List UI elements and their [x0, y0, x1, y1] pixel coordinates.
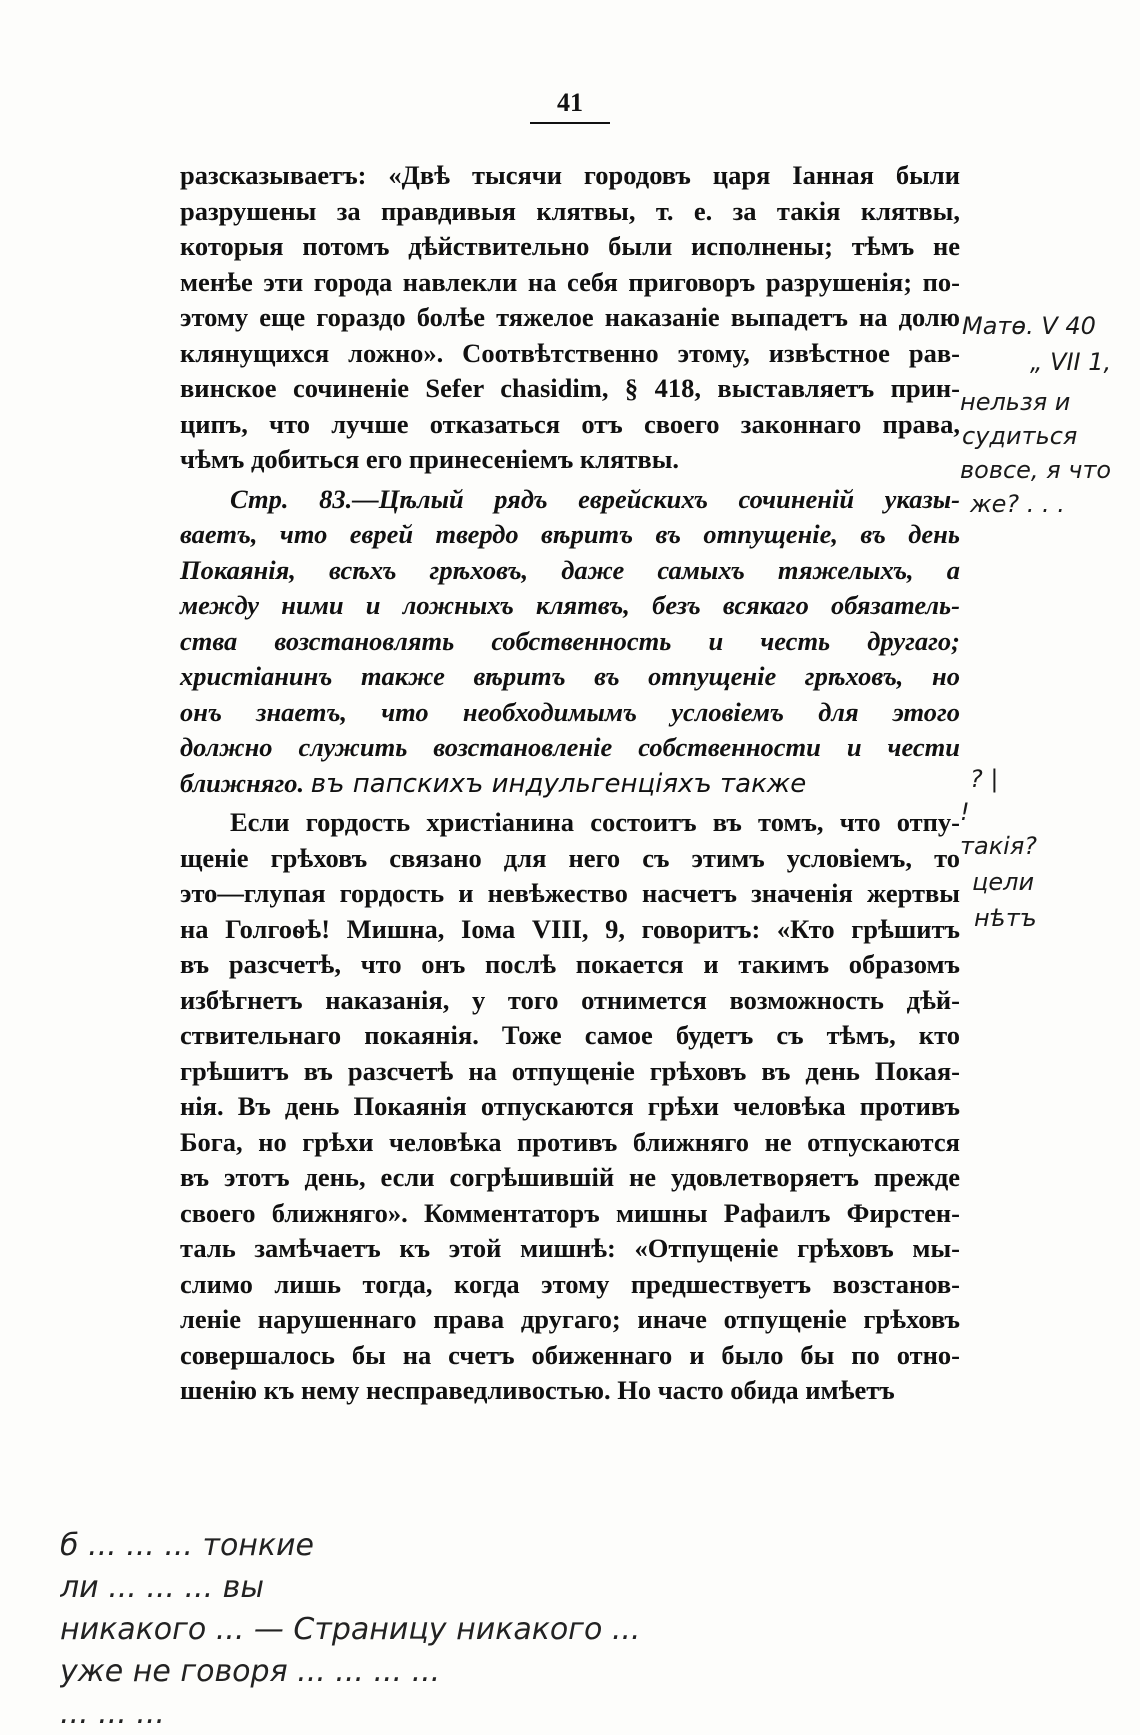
margin-note: Матѳ. V 40 [962, 312, 1096, 340]
text-line: христіанинъ также вѣритъ въ отпущеніе грѣховъ, но [180, 661, 960, 691]
text-line: винское сочиненіе Sefer chasidim, § 418, выставляетъ прин- [180, 373, 960, 403]
text-line: Бога, но грѣхи человѣка противъ ближняго не отпускаются [180, 1126, 960, 1157]
text-line: грѣшитъ въ разсчетѣ на отпущеніе грѣховъ въ день Покая- [180, 1055, 960, 1086]
text-line: разрушены за правдивыя клятвы, т. е. за такія клятвы, [180, 195, 960, 226]
bottom-note-line: уже не говоря ... ... ... ... [60, 1654, 441, 1689]
margin-note: такія? [960, 832, 1038, 860]
text-line: нія. Въ день Покаянія отпускаются грѣхи человѣка противъ [180, 1091, 960, 1121]
text-line: избѣгнетъ наказанія, у того отнимется возможность дѣй- [180, 984, 960, 1015]
text-line: въ этотъ день, если согрѣшившій не удовлетворяетъ прежде [180, 1162, 960, 1192]
text-line: между ними и ложныхъ клятвъ, безъ всякаго обязатель- [180, 590, 960, 620]
text-line: Если гордость христіанина состоитъ въ томъ, что отпу- [230, 807, 960, 837]
text-line: должно служить возстановленіе собственности и чести [180, 732, 960, 762]
text-line: ваетъ, что еврей твердо вѣритъ въ отпущеніе, въ день [180, 519, 960, 549]
page-number: 41 [557, 88, 583, 117]
text-line [180, 766, 960, 802]
bottom-note-line: ли ... ... ... вы [60, 1570, 265, 1605]
bottom-note-line: б ... ... ... тонкие [60, 1528, 314, 1563]
text-line: ципъ, что лучше отказаться отъ своего законнаго права, [180, 408, 960, 439]
text-line: шенію къ нему несправедливостью. Но часто обида имѣетъ [180, 1375, 895, 1405]
bottom-note-line: ... ... ... [60, 1696, 165, 1731]
paragraph-2 [180, 482, 960, 802]
text-line: щеніе грѣховъ связано для него съ этимъ условіемъ, то [180, 842, 960, 873]
text-line: онъ знаетъ, что необходимымъ условіемъ для этого [180, 696, 960, 727]
text-line: чѣмъ добиться его принесеніемъ клятвы. [180, 444, 680, 474]
text-line: своего ближняго». Комментаторъ мишны Рафаилъ Фирстен- [180, 1197, 960, 1228]
margin-note: нельзя и [960, 388, 1071, 416]
handwritten-inline-note: въ папскихъ индульгенціяхъ также [310, 768, 807, 799]
text-line: это—глупая гордость и невѣжество насчетъ значенія жертвы [180, 878, 960, 908]
text-line: въ разсчетѣ, что онъ послѣ покается и такимъ образомъ [180, 949, 960, 979]
margin-note: „ VII 1, [1030, 348, 1112, 376]
paragraph-1 [180, 158, 960, 478]
text-line: Покаянія, всѣхъ грѣховъ, даже самыхъ тяжелыхъ, а [180, 554, 960, 585]
margin-note: судиться [962, 422, 1078, 450]
text-line: клянущихся ложно». Соотвѣтственно этому, извѣстное рав- [180, 337, 960, 368]
margin-note: цели [972, 868, 1035, 896]
text-line: леніе нарушеннаго права другаго; иначе отпущеніе грѣховъ [180, 1304, 960, 1334]
text-line-start: ближняго. [180, 767, 305, 798]
text-line: на Голгоѳѣ! Мишна, Іома VIII, 9, говоритъ: «Кто грѣшитъ [180, 913, 960, 944]
handwritten-bottom-notes [60, 1525, 1120, 1735]
margin-note: же? . . . [970, 490, 1065, 518]
bottom-note-line: никакого ... — Страницу никакого ... [60, 1612, 641, 1647]
text-line: ствительнаго покаянія. Тоже самое будетъ съ тѣмъ, кто [180, 1020, 960, 1050]
margin-note: нѣтъ [974, 904, 1037, 932]
text-line: Стр. 83.—Цѣлый рядъ еврейскихъ сочиненій указы- [230, 483, 960, 514]
margin-note: вовсе, я что [960, 456, 1112, 484]
main-text [180, 158, 960, 1409]
text-line: разсказываетъ: «Двѣ тысячи городовъ царя Іанная были [180, 160, 960, 190]
paragraph-3 [180, 805, 960, 1409]
text-line: которыя потомъ дѣйствительно были исполнены; тѣмъ не [180, 231, 960, 261]
text-line: совершалось бы на счетъ обиженнаго и было бы по отно- [180, 1339, 960, 1370]
text-line: ства возстановлять собственность и честь другаго; [180, 625, 960, 656]
page-number-rule [530, 122, 610, 124]
text-line: слимо лишь тогда, когда этому предшествуетъ возстанов- [180, 1268, 960, 1299]
margin-note: ! [960, 798, 970, 826]
text-line: этому еще гораздо болѣе тяжелое наказаніе выпадетъ на долю [180, 302, 960, 332]
text-line: таль замѣчаетъ къ этой мишнѣ: «Отпущеніе грѣховъ мы- [180, 1233, 960, 1263]
margin-note: ? | [970, 765, 999, 793]
text-line: менѣе эти города навлекли на себя приговоръ разрушенія; по- [180, 266, 960, 297]
